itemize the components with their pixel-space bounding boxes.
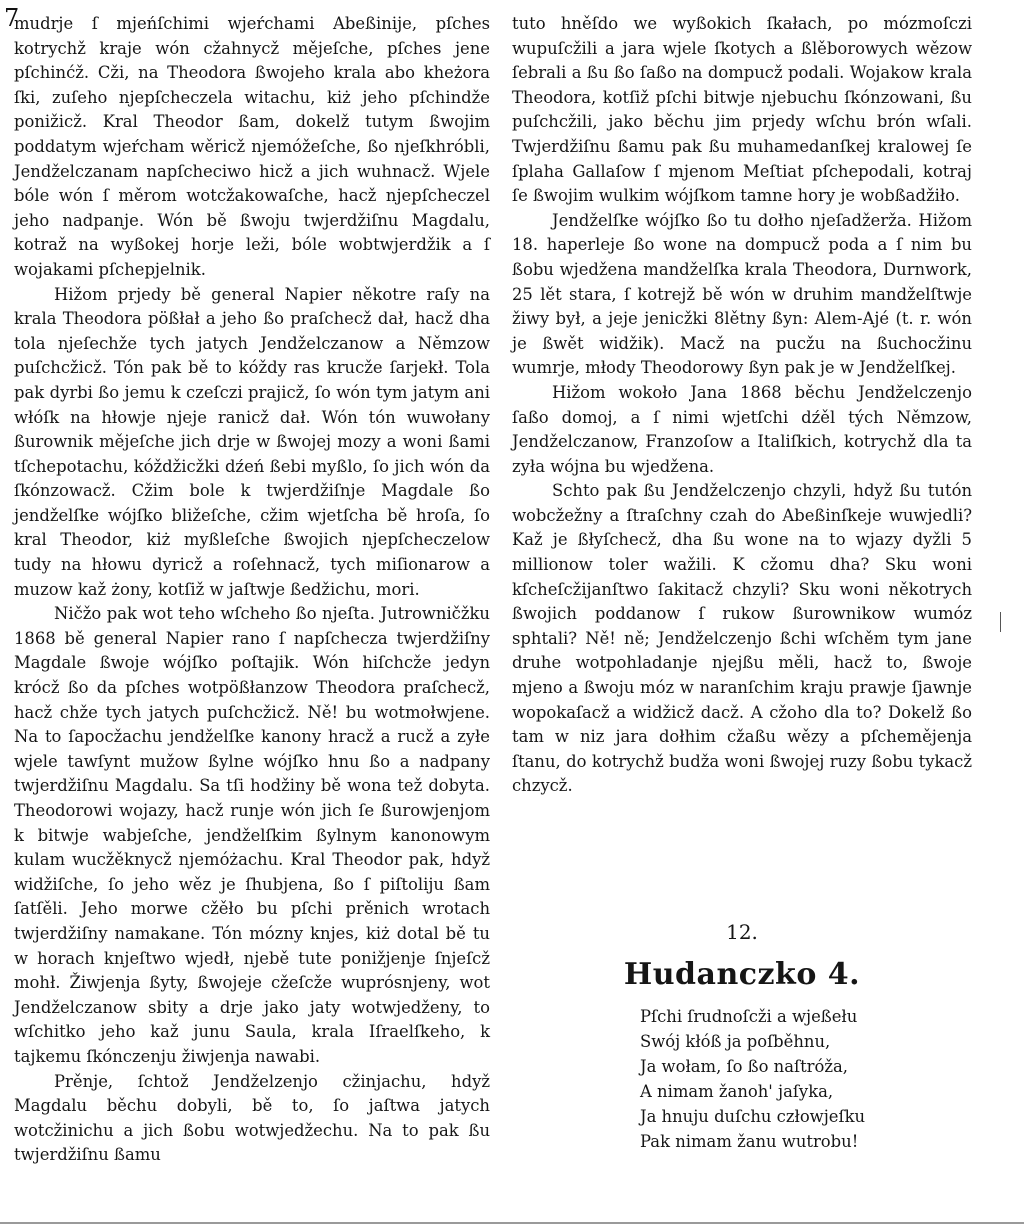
left-paragraph: Ničžo pak wot teho wſcheho ßo njeſta. Jutrowničžku 1868 bě general Napier rano ſ napſcheczа twjerdžiſny Magdale ßwoje wójſko poſtajik. Wón hiſchcže jedyn krócž ßo da pſches wotpößłanzow Theodora praſchecž, hacž chže tych jatych puſchcžicž. Ně! bu wotmołwjene. Na to ſapocžachu jendželſke kanony hracž a rucž a zyłe wjele tawſynt mužow ßylne wójſko hnu ßo a nadpany twjerdžiſnu Magdalu. Sa tſi hodžiny bě wona tež dobyta. Theodorowi wojazy, hacž runje wón jich ſe ßurowjenjom k bitwje wabjeſche, jendželſkim ßylnym kanonowym kulam wucžěknycž njemóżachu. Kral Theodor pak, hdyž widžiſche, ſo jeho wěz je ſhubjena, ßo ſ piſtoliju ßam ſatſěli. Jeho morwe cžěło bu pſchi prěnich wrotach twjerdžiſny namakane. Tón mózny knjes, kiż dotal bě tu w horach knjeſtwo wjedł, njebě tute ponižjenje ſnjeſcž mohł. Žiwjenja ßyty, ßwojeje cžeſcže wuprósnjeny, wot Jendželczanow sbity a drje jako jaty wotwjedženy, to wſchitko jeho kaž junu Saula, krala Iſraelſkeho, k tajkemu ſkónczenju žiwjenja nawabi. xyxy=(14,604,490,1066)
right-paragraph: tuto hněſdo we wyßokich ſkałach, po mózmoſczi wupuſcžili a jara wjele ſkotych a ßlěborowych wězow ſebrali a ßu ßo ſaßo na dompucž podali. Wojakow krala Theodora, kotſiž pſchi bitwje njebuchu ſkónzowani, ßu puſchcžili, jako běchu jim prjedy wſchu brón wſali. Twjerdžiſnu ßamu pak ßu muhamedanſkej kralowej ſe ſplaha Gallaſow ſ mjenom Meſtiat pſchepodali, kotraj ſe ßwojim wulkim wójſkom tamne hory je wobßadžiło. xyxy=(512,14,972,206)
column-edge-mark xyxy=(1000,612,1001,632)
right-column xyxy=(512,12,972,799)
margin-mark: 7 xyxy=(4,4,20,32)
bottom-rule xyxy=(0,1222,1024,1224)
section-number: 12. xyxy=(726,920,758,944)
left-column xyxy=(14,12,490,1168)
poem-line: Ja wołam, ſo ßo naſtróža, xyxy=(640,1057,848,1076)
right-paragraph: Jendželſke wójſko ßo tu dołho njeſadžerža. Hižom 18. haperleje ßo wone na dompucž poda a ſ nim bu ßobu wjedžena mandželſka krala Theodora, Durnwork, 25 lět stara, ſ kotrejž bě wón w druhim mandželſtwje žiwy był, a jeje jenicžki 8lětny ßyn: Alem-Ajé (t. r. wón je ßwět widžik). Macž na pucžu na ßuchocžinu wumrje, młody Theodorowy ßyn pak je w Jendželſkej. xyxy=(512,210,972,378)
poem-line: A nimam žanoh' jaſyka, xyxy=(640,1082,834,1101)
left-paragraph: Hižom prjedy bě general Napier někotre raſy na krala Theodora pößłał a jeho ßo praſchecž dał, hacž dha tola njeſechže tych jatych Jendželczanow a Němzow puſchcžicž. Tón pak bě to kóždy ras krucže ſarjekł. Tola pak dyrbi ßo jemu k czeſczi prajicž, ſo wón tym jatym ani włóſk na hłowje njeje ranicž dał. Wón tón wuwołany ßurownik mějeſche jich drje w ßwojej mozy a woni ßami tſchepotachu, kóždžicžki dźeń ßebi myßlo, ſo jich wón da ſkónzowacž. Cžim bole k twjerdžiſnje Magdale ßo jendželſke wójſko bližeſche, cžim wjetſcha bě hroſa, ſo kral Theodor, kiż myßleſche ßwojich njepſcheczelow tudy na hłowu dyricž a roſehnacž, tych miſionarow a muzow kaž żony, kotſiž w jaſtwje ßedžichu, mori. xyxy=(14,284,490,599)
song-title: Hudanczko 4. xyxy=(623,957,861,992)
left-paragraph: Prěnje, ſchtož Jendželzenjo cžinjachu, hdyž Magdalu běchu dobyli, bě to, ſo jaſtwa jatych wotcžinichu a jich ßobu wotwjedžechu. Na to pak ßu twjerdžiſnu ßamu xyxy=(14,1071,490,1165)
poem-line: Pſchi ſrudnoſcži a wjeßełu xyxy=(640,1007,858,1026)
poem-line: Swój kłóß ja poſběhnu, xyxy=(640,1032,831,1051)
left-paragraph: mudrje ſ mjeńſchimi wjeŕchami Abeßinije, pſches kotrychž kraje wón cžahnycž mějeſche, pſches jene pſchinćž. Cži, na Theodora ßwojeho krala abo kheżora ſki, zuſeho njepſcheczela witachu, kiż jeho pſchindže ponižicž. Kral Theodor ßam, dokelž tutym ßwojim poddatym wjeŕcham wěricž njemóžeſche, ßo njeſkhróbli, Jendželczanam napſcheciwo hicž a jich wuhnacž. Wjele bóle wón ſ měrom wotcžakowaſche, hacž njepſcheczel jeho nadpanje. Wón bě ßwoju twjerdžiſnu Magdalu, kotraž na wyßokej horje leži, bóle wobtwjerdžik a ſ wojakami pſchepjelnik. xyxy=(14,14,490,279)
right-paragraph: Hižom wokoło Jana 1868 běchu Jendželczenjo ſaßo domoj, a ſ nimi wjetſchi dźěl tých Němzow, Jendželczanow, Franzoſow a Italiſkich, kotrychž dla ta zyła wójna bu wjedžena. xyxy=(512,382,972,476)
poem xyxy=(640,1004,960,1154)
right-paragraph: Schto pak ßu Jendželczenjo chzyli, hdyž ßu tutón wobcžežny a ſtraſchny czah do Abeßinſkeje wuwjedli? Kaž je ßłyſchecž, dha ßu wone na to wjazy dyžli 5 millionow toler wažili. K cžomu dha? Sku woni kſcheſcžijanſtwo ſakitacž chzyli? Sku woni někotrych ßwojich poddanow ſ rukow ßurownikow wumóz sphtali? Ně! ně; Jendželczenjo ßchi wſchěm tym jane druhe wotpohladanje njejßu měli, hacž to, ßwoje mjeno a ßwoju móz w naranſchim kraju prawje ſjawnje wopokaſacž a widžicž dacž. A cžoho dla to? Dokelž ßo tam w niz jara dołhim cžaßu wězy a pſchemějenja ſtanu, do kotrychž budža woni ßwojej ruzy ßobu tykacž chzycž. xyxy=(512,481,972,796)
poem-line: Pak nimam žanu wutrobu! xyxy=(640,1132,859,1151)
poem-line: Ja hnuju duſchu człowjeſku xyxy=(640,1107,866,1126)
